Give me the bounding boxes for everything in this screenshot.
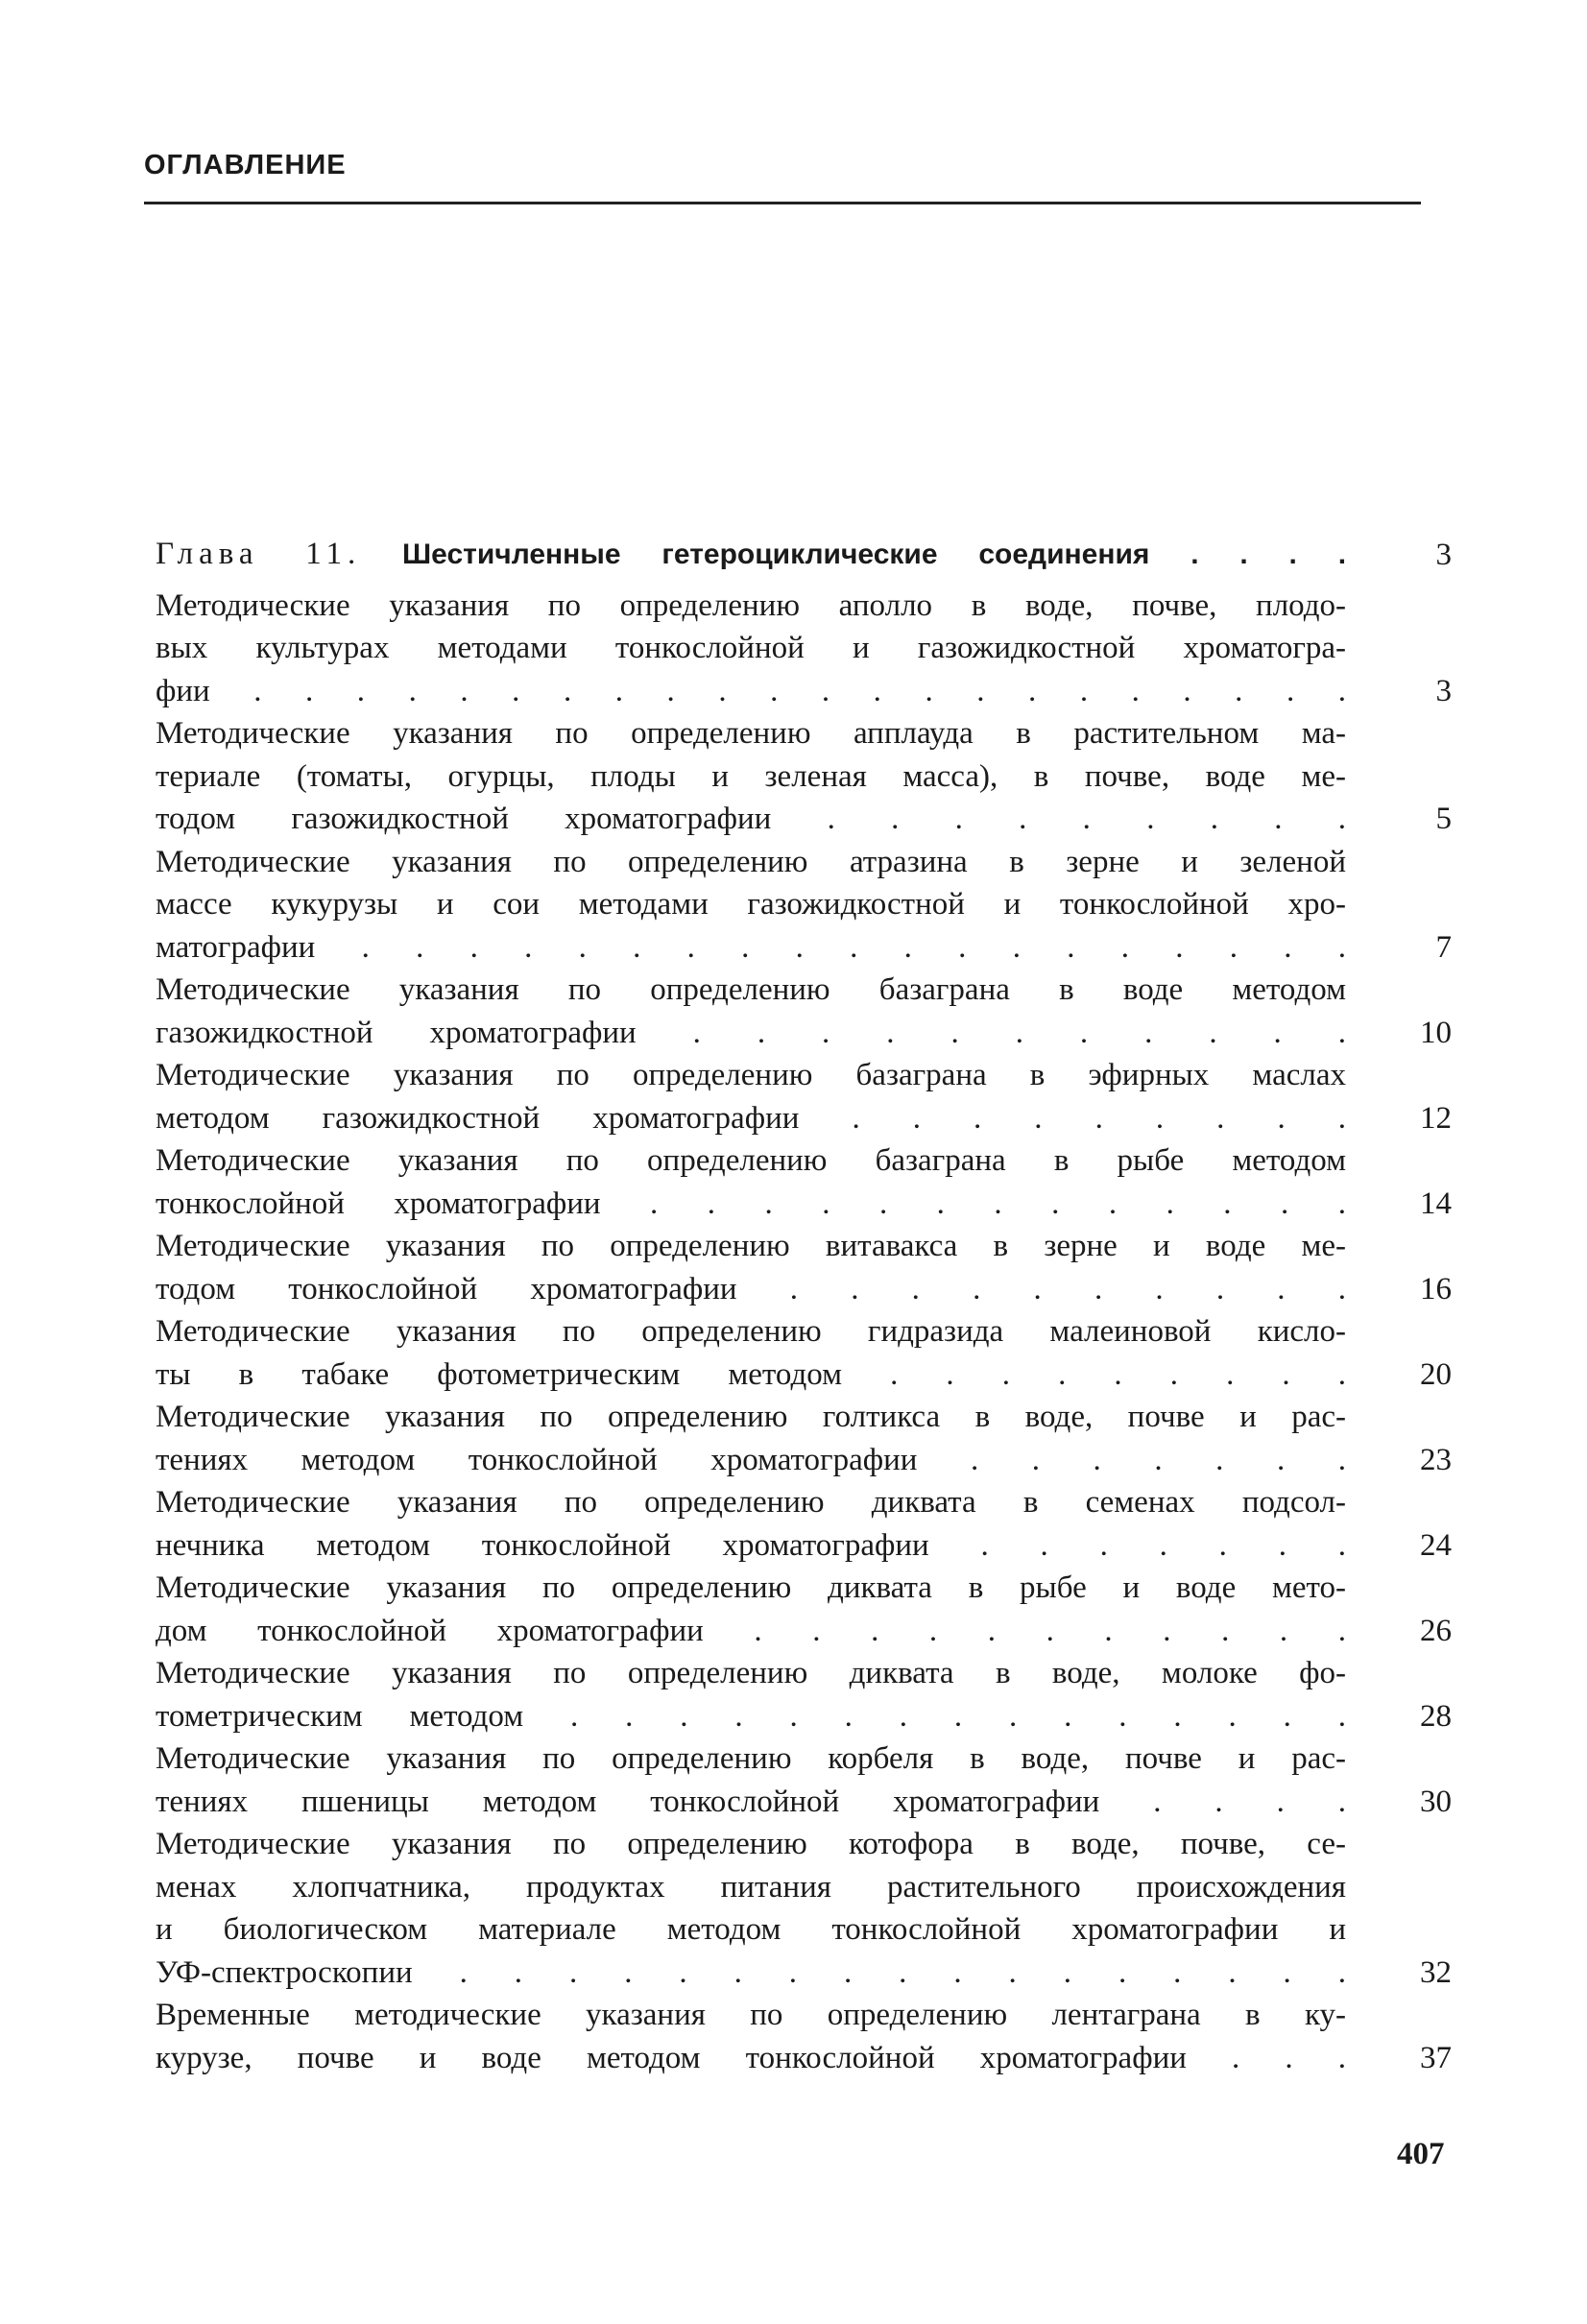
- toc-entry-page: 24: [1420, 1527, 1452, 1563]
- toc-entry-title: [156, 1481, 1346, 1567]
- toc-entry-line: тонкослойной хроматографии . . . . . . . . . . . . .: [156, 1186, 1346, 1221]
- toc-entry-page: 12: [1420, 1100, 1452, 1136]
- page-title: ОГЛАВЛЕНИЕ: [144, 150, 347, 180]
- toc-entry-title: [156, 1225, 1346, 1310]
- toc-entry: [156, 1652, 1452, 1737]
- toc-entry: [156, 1054, 1452, 1139]
- toc-entry-line: фии . . . . . . . . . . . . . . . . . . . . . .: [156, 673, 1346, 708]
- toc-entry-line: и биологическом материале методом тонкослойной хроматографии и: [156, 1912, 1346, 1947]
- page-number: 407: [1397, 2137, 1445, 2171]
- toc-entry-page: 20: [1420, 1356, 1452, 1392]
- toc-entry-title: [156, 1139, 1346, 1225]
- toc-entry-line: Временные методические указания по определению лентаграна в ку-: [156, 1998, 1346, 2032]
- toc-entry-title: [156, 1823, 1346, 1994]
- toc-entry: [156, 1396, 1452, 1481]
- toc-entry-line: газожидкостной хроматографии . . . . . . . . . . .: [156, 1015, 1346, 1050]
- toc-entry-page: 26: [1420, 1613, 1452, 1648]
- toc-entry-title: [156, 1396, 1346, 1481]
- toc-entry-line: Методические указания по определению голтикса в воде, почве и рас-: [156, 1400, 1346, 1434]
- toc-entry-title: [156, 585, 1346, 713]
- toc-entry-line: Методические указания по определению аполло в воде, почве, плодо-: [156, 587, 1346, 623]
- toc-entry-line: матографии . . . . . . . . . . . . . . . . . . .: [156, 929, 1346, 965]
- toc-entry-line: УФ-спектроскопии . . . . . . . . . . . . . . . . .: [156, 1954, 1346, 1990]
- toc-entry: [156, 1139, 1452, 1225]
- toc-entry-title: [156, 969, 1346, 1054]
- toc-entry: [156, 585, 1452, 713]
- toc-entry-line: Методические указания по определению диквата в семенах подсол-: [156, 1485, 1346, 1520]
- toc-entry-line: тениях пшеницы методом тонкослойной хроматографии . . . .: [156, 1784, 1346, 1819]
- toc-entry-line: дом тонкослойной хроматографии . . . . . . . . . . .: [156, 1613, 1346, 1648]
- toc-entry-line: Методические указания по определению диквата в рыбе и воде мето-: [156, 1570, 1346, 1605]
- toc-entry: [156, 1994, 1452, 2079]
- toc-entry: [156, 1225, 1452, 1310]
- toc-entry-line: нечника методом тонкослойной хроматографии . . . . . . .: [156, 1527, 1346, 1563]
- toc-entry-line: Методические указания по определению базаграна в рыбе методом: [156, 1143, 1346, 1178]
- toc-entry-line: массе кукурузы и сои методами газожидкостной и тонкослойной хро-: [156, 887, 1346, 922]
- toc-entry-line: Методические указания по определению котофора в воде, почве, се-: [156, 1827, 1346, 1861]
- toc-entry-line: тометрическим методом . . . . . . . . . . . . . . .: [156, 1698, 1346, 1734]
- toc-entry-title: [156, 1737, 1346, 1823]
- toc-entry-line: тодом газожидкостной хроматографии . . . . . . . . .: [156, 802, 1346, 836]
- toc-entry-line: Методические указания по определению диквата в воде, молоке фо-: [156, 1656, 1346, 1690]
- toc-entry-line: Методические указания по определению гидразида малеиновой кисло-: [156, 1314, 1346, 1349]
- toc-entry-page: 37: [1420, 2040, 1452, 2075]
- toc-entry-title: [156, 1652, 1346, 1737]
- toc-entry-line: Методические указания по определению базаграна в эфирных маслах: [156, 1058, 1346, 1092]
- toc-entry-line: Методические указания по определению атразина в зерне и зеленой: [156, 844, 1346, 879]
- toc-entry-page: 23: [1420, 1442, 1452, 1477]
- toc-entry: [156, 1823, 1452, 1994]
- chapter-label: Глава 11.: [156, 537, 362, 571]
- toc-entry-title: [156, 1994, 1346, 2079]
- toc-entry-title: [156, 1567, 1346, 1652]
- toc-entry-title: [156, 1310, 1346, 1396]
- toc-entry-page: 14: [1420, 1186, 1452, 1221]
- table-of-contents: [156, 533, 1452, 2079]
- title-divider: [144, 202, 1421, 204]
- toc-entry-title: [156, 712, 1346, 841]
- toc-entry-line: менах хлопчатника, продуктах питания растительного происхождения: [156, 1869, 1346, 1905]
- toc-entry-line: вых культурах методами тонкослойной и газожидкостной хроматогра-: [156, 631, 1346, 665]
- toc-entry: [156, 1567, 1452, 1652]
- toc-entry-page: 7: [1435, 929, 1452, 965]
- chapter-heading: [156, 533, 1452, 577]
- toc-entry: [156, 1310, 1452, 1396]
- toc-entry: [156, 1737, 1452, 1823]
- toc-entry-line: териале (томаты, огурцы, плоды и зеленая масса), в почве, воде ме-: [156, 758, 1346, 794]
- toc-entry-page: 30: [1420, 1784, 1452, 1819]
- toc-entry-line: Методические указания по определению базаграна в воде методом: [156, 972, 1346, 1007]
- toc-entry-page: 3: [1435, 673, 1452, 708]
- toc-entry: [156, 712, 1452, 841]
- toc-entry-title: [156, 1054, 1346, 1139]
- toc-entry-title: [156, 841, 1346, 970]
- toc-entry-line: Методические указания по определению корбеля в воде, почве и рас-: [156, 1741, 1346, 1776]
- toc-entry-line: Методические указания по определению витавакса в зерне и воде ме-: [156, 1229, 1346, 1263]
- toc-entry: [156, 841, 1452, 970]
- toc-entry: [156, 1481, 1452, 1567]
- toc-entry-line: методом газожидкостной хроматографии . . . . . . . . .: [156, 1100, 1346, 1136]
- toc-entry-line: тениях методом тонкослойной хроматографии . . . . . . .: [156, 1442, 1346, 1477]
- toc-entry-page: 10: [1420, 1015, 1452, 1050]
- chapter-title: Шестичленные гетероциклические соединения . . . .: [402, 539, 1347, 570]
- toc-entry-page: 28: [1420, 1698, 1452, 1734]
- toc-entry-line: ты в табаке фотометрическим методом . . . . . . . . .: [156, 1356, 1346, 1392]
- toc-entry: [156, 969, 1452, 1054]
- toc-entry-page: 5: [1435, 802, 1452, 836]
- chapter-page: 3: [1435, 538, 1452, 572]
- toc-entry-page: 16: [1420, 1271, 1452, 1306]
- toc-entry-line: Методические указания по определению апплауда в растительном ма-: [156, 716, 1346, 751]
- toc-entry-line: курузе, почве и воде методом тонкослойной хроматографии . . .: [156, 2040, 1346, 2075]
- toc-entry-line: тодом тонкослойной хроматографии . . . . . . . . . .: [156, 1271, 1346, 1306]
- toc-entry-page: 32: [1420, 1954, 1452, 1990]
